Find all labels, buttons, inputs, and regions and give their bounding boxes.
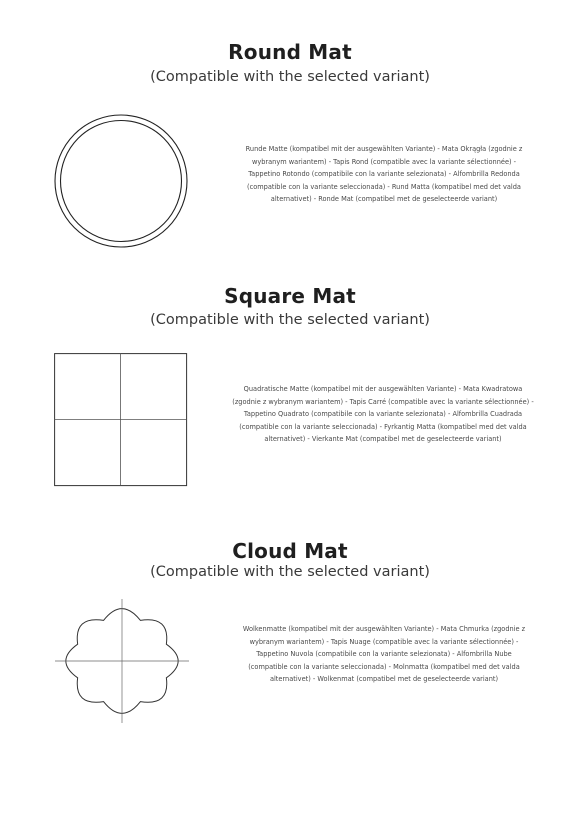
section-subtitle: (Compatible with the selected variant) <box>150 69 430 85</box>
section-title: Cloud Mat <box>232 539 348 563</box>
section-subtitle: (Compatible with the selected variant) <box>150 312 430 328</box>
cloud-mat-icon <box>52 596 192 726</box>
section-title: Square Mat <box>224 284 356 308</box>
section-description: Quadratische Matte (kompatibel mit der ausgewählten Variante) - Mata Kwadratowa (zgodnie z wybranym wariantem) - Tapis Carré (compatible avec la variante sélectionnée) - Tappetino Quadrato (compatibile con la variante selezionata) - Alfombrilla Cuadrada (compatible con la variante seleccionada) - Fyrkantig Matta (kompatibel med det valda alternativet) - Vierkante Mat (compatibel met de geselecteerde variant) <box>232 385 534 444</box>
section-description: Wolkenmatte (kompatibel mit der ausgewählten Variante) - Mata Chmurka (zgodnie z wybranym wariantem) - Tapis Nuage (compatible avec la variante sélectionnée) - Tappetino Nuvola (compatibile con la variante selezionata) - Alfombrilla Nube (compatible con la variante seleccionada) - Molnmatta (kompatibel med det valda alternativet) - Wolkenmat (compatibel met de geselecteerde variant) <box>242 625 526 684</box>
section-subtitle: (Compatible with the selected variant) <box>150 564 430 580</box>
section-title: Round Mat <box>228 40 352 64</box>
section-description: Runde Matte (kompatibel mit der ausgewählten Variante) - Mata Okrągła (zgodnie z wybranym wariantem) - Tapis Rond (compatible avec la variante sélectionnée) - Tappetino Rotondo (compatibile con la variante selezionata) - Alfombrilla Redonda (compatible con la variante seleccionada) - Rund Matta (kompatibel med det valda alternativet) - Ronde Mat (compatibel met de geselecteerde variant) <box>245 145 523 204</box>
